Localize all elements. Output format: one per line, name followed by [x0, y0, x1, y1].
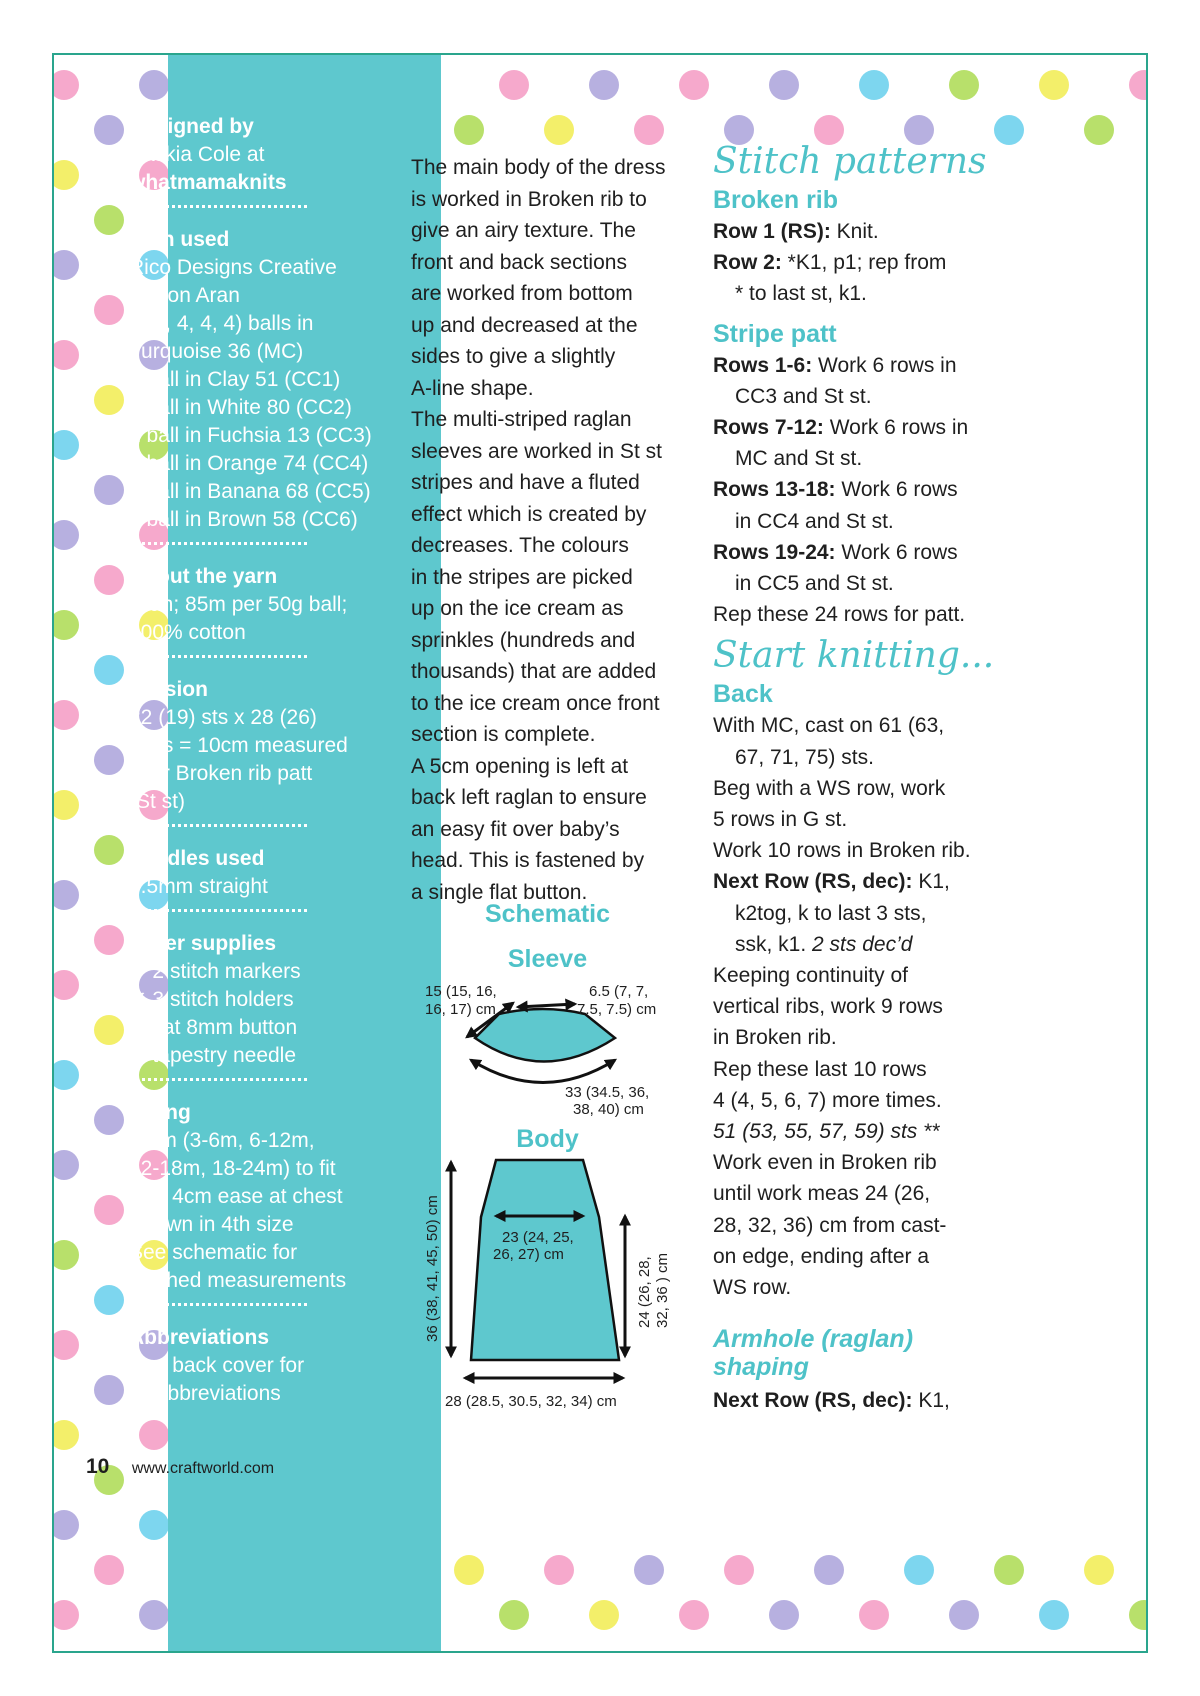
divider [129, 205, 307, 208]
needles-heading: Needles used [129, 847, 265, 870]
pattern-row-cont: CC3 and St st. [735, 384, 872, 408]
armhole-heading: Armhole (raglan) [713, 1325, 914, 1354]
divider [129, 655, 307, 658]
intro-line: sleeves are worked in St st [411, 439, 662, 463]
sleeve-title: Sleeve [507, 945, 588, 973]
pattern-line: 5 rows in G st. [713, 808, 848, 832]
intro-line: back left raglan to ensure [411, 786, 647, 809]
supplies-section [129, 930, 379, 1070]
pattern-line: Work even in Broken rib [713, 1151, 937, 1175]
polka-dot [1084, 115, 1114, 145]
designer-brand: whatmamaknits [129, 171, 287, 194]
polka-dot [454, 115, 484, 145]
body-side-label: 32, 36 ) cm [654, 1252, 671, 1328]
polka-dot [94, 925, 124, 955]
polka-dot [54, 1060, 79, 1090]
sleeve-left-label: 16, 17) cm [425, 1001, 496, 1018]
polka-dot [94, 1555, 124, 1585]
polka-dot [94, 565, 124, 595]
polka-dot [54, 790, 79, 820]
sizing-line: 0-3m (3-6m, 6-12m, [129, 1129, 315, 1152]
polka-dot [1129, 70, 1148, 100]
pattern-line: 67, 71, 75) sts. [735, 745, 874, 769]
yarn-used-section [129, 226, 379, 534]
pattern-line: vertical ribs, work 9 rows [713, 995, 943, 1019]
supplies-heading: Other supplies [129, 932, 277, 955]
abbreviations-section [129, 1324, 379, 1408]
divider [129, 824, 307, 827]
polka-dot [54, 1420, 79, 1450]
sizing-line: finished measurements [129, 1269, 347, 1292]
intro-line: front and back sections [411, 250, 627, 274]
polka-dot [94, 295, 124, 325]
sizing-line: with 4cm ease at chest [129, 1185, 343, 1208]
polka-dot [94, 1105, 124, 1135]
polka-dot [1039, 1600, 1069, 1630]
polka-dot [54, 700, 79, 730]
supply-item: ✔ 2 stitch markers [129, 960, 301, 983]
intro-line: give an airy texture. The [411, 219, 636, 242]
divider [129, 542, 307, 545]
stitch-count: 51 (53, 55, 57, 59) sts ** [713, 1120, 940, 1144]
about-yarn-section [129, 563, 379, 647]
divider [129, 1078, 307, 1081]
polka-dot [54, 520, 79, 550]
body-chest-label: 23 (24, 25, [502, 1229, 574, 1246]
polka-dot [54, 160, 79, 190]
polka-dot [54, 250, 79, 280]
polka-dot [589, 1600, 619, 1630]
intro-line: a single flat button. [411, 880, 588, 904]
intro-line: is worked in Broken rib to [411, 187, 647, 211]
polka-dot [94, 115, 124, 145]
intro-line: stripes and have a fluted [411, 471, 640, 494]
pattern-row-cont: * to last st, k1. [735, 282, 867, 306]
polka-dot [634, 115, 664, 145]
polka-dot [949, 70, 979, 100]
intro-line: A-line shape. [411, 376, 534, 400]
sizing-line: Shown in 4th size [129, 1213, 294, 1236]
polka-dot [1039, 70, 1069, 100]
body-height-label: 36 (38, 41, 45, 50) cm [424, 1195, 441, 1342]
pattern-row: Rows 7-12: Work 6 rows in [713, 416, 969, 440]
polka-dot [94, 745, 124, 775]
tension-line: 22 (19) sts x 28 (26) [129, 706, 317, 729]
polka-dot [94, 475, 124, 505]
polka-dot [814, 1555, 844, 1585]
yarn-line: 3 (3, 4, 4, 4) balls in [129, 312, 314, 335]
polka-dot [994, 1555, 1024, 1585]
designed-by-section [129, 113, 379, 197]
schematic-drawing [415, 900, 680, 1445]
polka-dot [54, 70, 79, 100]
pattern-row: Rows 1-6: Work 6 rows in [713, 353, 957, 377]
polka-dot [54, 1330, 79, 1360]
pattern-line: on edge, ending after a [713, 1244, 930, 1268]
pattern-line: Work 10 rows in Broken rib. [713, 839, 971, 863]
polka-dot [544, 115, 574, 145]
pattern-line: Rep these 24 rows for patt. [713, 603, 966, 627]
polka-dot [54, 1510, 79, 1540]
supply-item: ✔ 3 stitch holders [129, 988, 294, 1011]
start-knitting-title: Start knitting... [713, 635, 995, 677]
polka-dot [54, 880, 79, 910]
pattern-line: 28, 32, 36) cm from cast- [713, 1213, 947, 1237]
pattern-line: Rep these last 10 rows [713, 1057, 927, 1081]
polka-dot [589, 70, 619, 100]
yarn-line: Cotton Aran [129, 284, 240, 307]
polka-dot [859, 1600, 889, 1630]
body-side-label: 24 (26, 28, [636, 1256, 653, 1328]
sleeve-bottom-arrow [471, 1060, 615, 1083]
supply-item: ✔ flat 8mm button [129, 1016, 298, 1039]
intro-line: A 5cm opening is left at [411, 754, 629, 778]
polka-dot [94, 1195, 124, 1225]
divider [129, 1303, 307, 1306]
pattern-line: With MC, cast on 61 (63, [713, 714, 945, 738]
polka-dot [904, 1555, 934, 1585]
intro-line: The main body of the dress [411, 156, 666, 179]
intro-line: sides to give a slightly [411, 345, 616, 368]
intro-line: thousands) that are added [411, 660, 657, 683]
stitch-patterns-title: Stitch patterns [713, 141, 987, 182]
intro-line: to the ice cream once front [411, 691, 660, 715]
polka-dot [94, 205, 124, 235]
polka-dot [769, 1600, 799, 1630]
polka-dot [1084, 1555, 1114, 1585]
about-yarn-heading: About the yarn [129, 565, 278, 588]
polka-dot [94, 1015, 124, 1045]
polka-dot [94, 655, 124, 685]
body-title: Body [516, 1125, 579, 1153]
intro-text [411, 152, 691, 908]
about-yarn-line: 100% cotton [129, 621, 246, 644]
armhole-heading: shaping [713, 1353, 809, 1382]
schematic-title: Schematic [484, 900, 611, 928]
pattern-row-cont: k2tog, k to last 3 sts, [735, 901, 927, 925]
page-number: 10 [86, 1455, 110, 1478]
tension-line: rows = 10cm measured [129, 734, 348, 757]
sleeve-top-arrow [518, 1004, 575, 1007]
yarn-line: 1 ball in White 80 (CC2) [129, 396, 352, 419]
body-chest-label: 26, 27) cm [493, 1246, 564, 1263]
intro-line: up on the ice cream as [411, 597, 624, 620]
sizing-line: 12-18m, 18-24m) to fit [129, 1157, 336, 1180]
polka-dot [54, 1600, 79, 1630]
polka-dot [54, 610, 79, 640]
yarn-line: 1 ball in Brown 58 (CC6) [129, 508, 358, 531]
polka-dot [859, 70, 889, 100]
designed-by-heading: Designed by [129, 115, 254, 138]
about-yarn-line: Aran; 85m per 50g ball; [129, 593, 348, 616]
polka-dot [139, 70, 169, 100]
intro-line: decreases. The colours [411, 534, 629, 557]
polka-dot [949, 1600, 979, 1630]
polka-dot [499, 70, 529, 100]
pattern-row-cont: MC and St st. [735, 447, 863, 471]
intro-line: The multi-striped raglan [411, 408, 632, 431]
pattern-row: Next Row (RS, dec): K1, [713, 1389, 950, 1413]
polka-dot [679, 1600, 709, 1630]
pattern-line: 4 (4, 5, 6, 7) more times. [713, 1088, 942, 1112]
polka-dot [769, 70, 799, 100]
polka-dot [54, 970, 79, 1000]
designer-name: Saskia Cole at [129, 143, 265, 166]
divider [129, 909, 307, 912]
polka-dot [54, 1150, 79, 1180]
polka-dot [94, 1375, 124, 1405]
polka-dot [1129, 1600, 1148, 1630]
pattern-line: Beg with a WS row, work [713, 776, 946, 800]
pattern-row: Rows 13-18: Work 6 rows [713, 478, 958, 502]
polka-dot [454, 1555, 484, 1585]
polka-dot [499, 1600, 529, 1630]
tension-line: over Broken rib patt [129, 762, 313, 785]
schematic [415, 900, 680, 1445]
website-url: www.craftworld.com [131, 1460, 275, 1477]
pattern-row: Row 1 (RS): Knit. [713, 220, 879, 243]
pattern-line: until work meas 24 (26, [713, 1182, 931, 1206]
intro-line: are worked from bottom [411, 282, 633, 305]
intro-line: in the stripes are picked [411, 565, 633, 589]
sizing-heading: Sizing [129, 1101, 191, 1124]
polka-dot [54, 430, 79, 460]
polka-dot [724, 1555, 754, 1585]
polka-dot [54, 340, 79, 370]
yarn-line: 1 ball in Banana 68 (CC5) [129, 480, 371, 503]
intro-line: section is complete. [411, 723, 596, 746]
tension-section [129, 676, 379, 816]
sleeve-bottom-label: 38, 40) cm [573, 1101, 644, 1118]
tension-heading: Tension [129, 678, 208, 701]
pattern-row-cont: ssk, k1. 2 sts dec’d [735, 932, 913, 956]
supply-item: ✔ tapestry needle [129, 1044, 297, 1067]
intro-line: up and decreased at the [411, 313, 638, 337]
yarn-line: Rico Designs Creative [129, 256, 337, 279]
polka-dot [139, 1420, 169, 1450]
abbreviations-line: See back cover for [129, 1354, 305, 1377]
pattern-row-cont: in CC4 and St st. [735, 509, 894, 533]
stripe-patt-heading: Stripe patt [713, 319, 837, 348]
intro-line: an easy fit over baby’s [411, 817, 620, 841]
sleeve-left-label: 15 (15, 16, [425, 983, 497, 1000]
broken-rib-heading: Broken rib [713, 186, 839, 214]
intro-line: sprinkles (hundreds and [411, 628, 636, 652]
polka-dot [679, 70, 709, 100]
intro-line: effect which is created by [411, 502, 647, 526]
abbreviations-line: all abbreviations [129, 1382, 281, 1405]
intro-line: head. This is fastened by [411, 849, 645, 872]
polka-dot [94, 385, 124, 415]
polka-dot [544, 1555, 574, 1585]
yarn-used-heading: Yarn used [129, 228, 230, 251]
needles-line: 4.5mm straight [129, 875, 268, 898]
polka-dot [94, 1285, 124, 1315]
polka-dot [139, 1510, 169, 1540]
polka-dot [54, 1240, 79, 1270]
pattern-line: Keeping continuity of [713, 964, 908, 988]
pattern-row-cont: in CC5 and St st. [735, 572, 894, 596]
footer [86, 1455, 274, 1479]
yarn-line: 1 ball in Orange 74 (CC4) [129, 452, 369, 475]
body-bottom-label: 28 (28.5, 30.5, 32, 34) cm [445, 1393, 617, 1410]
yarn-line: 1 ball in Clay 51 (CC1) [129, 368, 341, 391]
needles-section [129, 845, 379, 901]
sizing-line: See schematic for [129, 1241, 298, 1264]
sleeve-bottom-label: 33 (34.5, 36, [565, 1084, 650, 1101]
tension-line: (St st) [129, 790, 185, 813]
abbreviations-heading: Abbreviations [129, 1326, 270, 1349]
yarn-line: Turquoise 36 (MC) [129, 340, 304, 363]
polka-dot [139, 1600, 169, 1630]
sidebar [129, 113, 379, 1408]
yarn-line: 1 ball in Fuchsia 13 (CC3) [129, 424, 372, 447]
pattern-row: Row 2: *K1, p1; rep from [713, 251, 947, 275]
sleeve-right-label: 6.5 (7, 7, [589, 983, 649, 1000]
pattern-row: Next Row (RS, dec): K1, [713, 870, 950, 894]
pattern-column [713, 140, 1013, 1417]
pattern-line: WS row. [713, 1276, 792, 1300]
back-heading: Back [713, 680, 773, 709]
sizing-section [129, 1099, 379, 1295]
pattern-line: in Broken rib. [713, 1026, 837, 1050]
sleeve-right-label: 7.5, 7.5) cm [577, 1001, 657, 1018]
polka-dot [634, 1555, 664, 1585]
pattern-row: Rows 19-24: Work 6 rows [713, 540, 958, 564]
polka-dot [94, 835, 124, 865]
